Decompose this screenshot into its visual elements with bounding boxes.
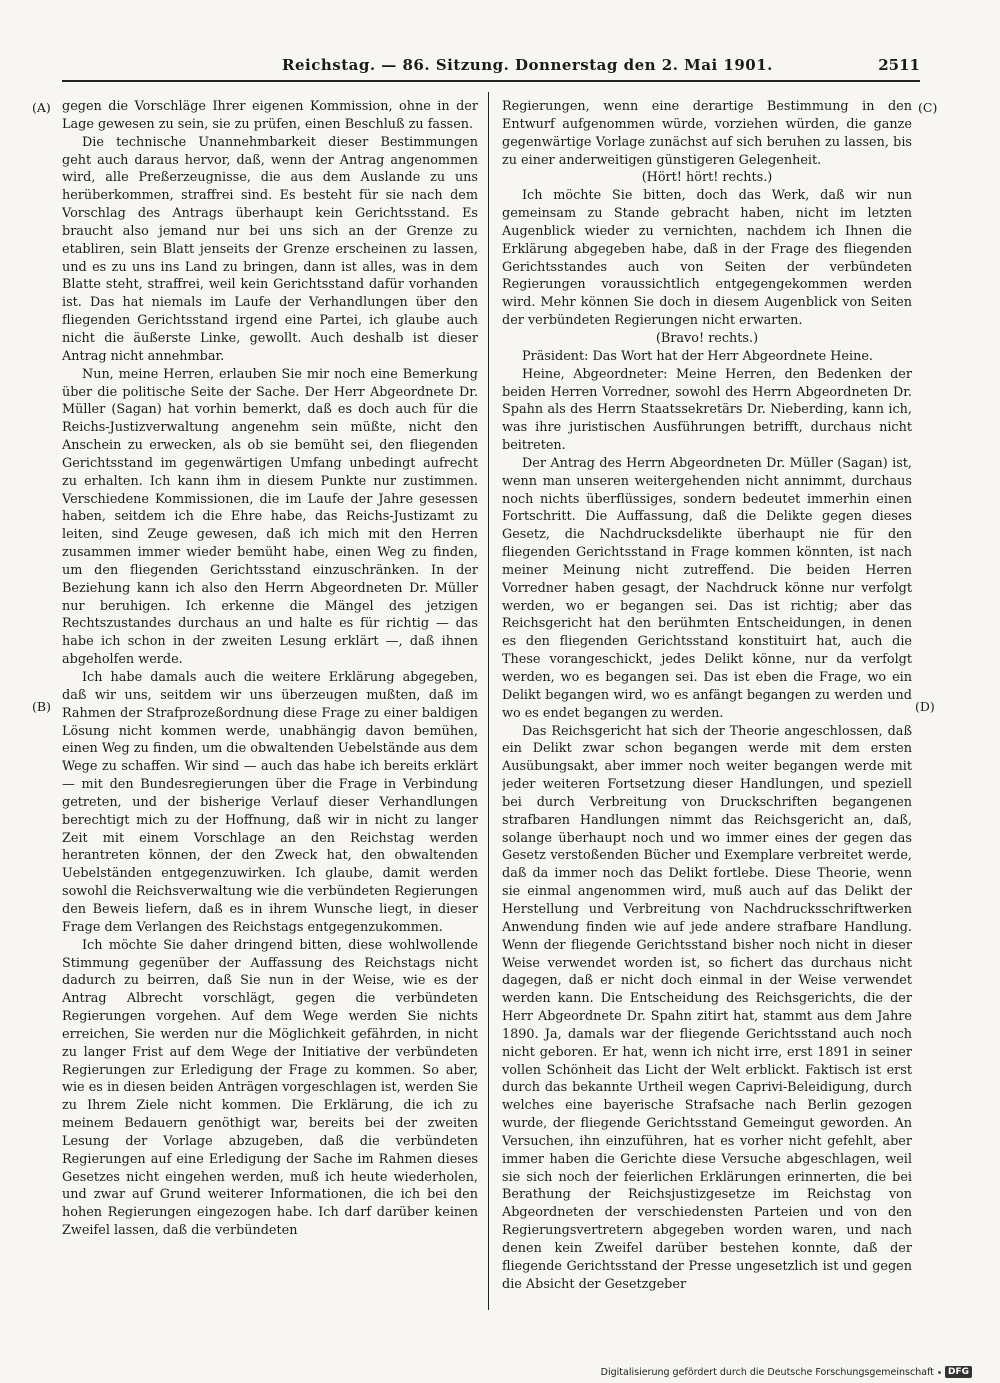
paragraph: Regierungen, wenn eine derartige Bestimmung in den Entwurf aufgenommen würde, vorziehen würden, die ganze gegenwärtige Vorlage zunächst auf sich beruhen zu lassen, bis zu einer anderweitigen günstigeren Gelegenheit. [502, 99, 912, 168]
paragraph: Ich habe damals auch die weitere Erklärung abgegeben, daß wir uns, seitdem wir uns überzeugen mußten, daß im Rahmen der Strafprozeßordnung diese Frage zu einer baldigen Lösung nicht kommen werde, unabhängig davon bemühen, einen Weg zu finden, um die obwaltenden Uebelstände aus dem Wege zu schaffen. Wir sind — auch das habe ich bereits erklärt — mit den Bundesregierungen über die Frage in Verbindung getreten, und der bisherige Verlauf dieser Verhandlungen berechtigt mich zu der Hoffnung, daß wir in nicht zu langer Zeit mit einem Vorschlage an den Reichstag werden herantreten können, der den Zweck hat, den obwaltenden Uebelständen entgegenzuwirken. Ich glaube, damit werden sowohl die Reichsverwaltung wie die verbündeten Regierungen den Beweis liefern, daß es in ihrem Wunsche liegt, in dieser Frage dem Verlangen des Reichstags entgegenzukommen. [62, 670, 478, 935]
interjection: (Bravo! rechts.) [655, 330, 759, 346]
speaker-paragraph: Präsident: Das Wort hat der Herr Abgeordnete Heine. [522, 348, 873, 364]
paragraph: Das Reichsgericht hat sich der Theorie angeschlossen, daß ein Delikt zwar schon begangen werde mit dem ersten Ausübungsakt, aber immer noch weiter begangen werde mit jeder weiteren Fortsetzung dieser Handlungen, und speziell bei durch Verbreitung von Druckschriften begangenen strafbaren Handlungen nimmt das Reichsgericht an, daß, solange überhaupt noch und wo immer eines der gegen das Gesetz verstoßenden Bücher und Exemplare verbreitet werde, daß da immer noch das Delikt fortlebe. Diese Theorie, wenn sie einmal angenommen wird, muß auch auf das Delikt der Herstellung und Verbreitung von Nachdrucksschriftwerken Anwendung finden wie auf jede andere strafbare Handlung. Wenn der fliegende Gerichtsstand bisher noch nicht in dieser Weise verwendet worden ist, so fichert das durchaus nicht dagegen, daß er nicht doch einmal in der Weise verwendet werden kann. Die Entscheidung des Reichsgerichts, die der Herr Abgeordnete Dr. Spahn zitirt hat, stammt aus dem Jahre 1890. Ja, damals war der fliegende Gerichtsstand auch noch nicht geboren. Er hat, wenn ich nicht irre, erst 1891 in seiner vollen Schönheit das Licht der Welt erblickt. Faktisch ist erst durch das bekannte Urtheil wegen Caprivi-Beleidigung, durch welches eine bayerische Strafsache nach Berlin gezogen wurde, der fliegende Gerichtsstand Gemeingut geworden. An Versuchen, ihn einzuführen, hat es vorher nicht gefehlt, aber immer haben die Gerichte diese Versuche abgeschlagen, weil sie sich noch der feierlichen Erklärungen erinnerten, die bei Berathung der Reichsjustizgesetze im Reichstag von Abgeordneten der verschiedensten Parteien und von den Regierungsvertretern abgegeben worden waren, und nach denen kein Zweifel darüber bestehen konnte, daß der fliegende Gerichtsstand der Presse ungesetzlich ist und gegen die Absicht der Gesetzgeber [502, 723, 912, 1292]
dfg-logo: DFG [945, 1366, 972, 1378]
page-number: 2511 [878, 56, 920, 74]
paragraph: Der Antrag des Herrn Abgeordneten Dr. Müller (Sagan) ist, wenn man unseren weitergehenden nicht annimmt, durchaus noch nichts überflüssiges, sondern bedeutet immerhin einen Fortschritt. Die Auffassung, daß die Delikte gegen dieses Gesetz, die Nachdrucksdelikte überhaupt nie für den fliegenden Gerichtsstand in Frage kommen könnten, ist nach meiner Meinung nicht zutreffend. Die beiden Herren Vorredner haben gesagt, der Nachdruck könne nur verfolgt werden, wo er begangen sei. Das ist richtig; aber das Reichsgericht hat den berühmten Entscheidungen, in denen es den fliegenden Gerichtsstand konstituirt hat, auch die These vorangeschickt, jedes Delikt könne, nur da verfolgt werden, wo es begangen sei. Das ist eben die Frage, wo ein Delikt begangen wird, wo es anfängt begangen zu werden und wo es endet begangen zu werden. [502, 455, 912, 721]
margin-marker-c: (C) [918, 100, 938, 115]
paragraph: Ich möchte Sie bitten, doch das Werk, daß wir nun gemeinsam zu Stande gebracht haben, nicht im letzten Augenblick wieder zu vernichten, nachdem ich Ihnen die Erklärung abgegeben habe, daß in der Frage des fliegenden Gerichtsstandes auch von Seiten der verbündeten Regierungen voraussichtlich entgegengekommen werden wird. Mehr können Sie doch in diesem Augenblick von Seiten der verbündeten Regierungen nicht erwarten. [502, 188, 912, 329]
digitization-credit [601, 1365, 972, 1379]
speaker-paragraph: Heine, Abgeordneter: Meine Herren, den Bedenken der beiden Herren Vorredner, sowohl des Herrn Abgeordneten Dr. Spahn als des Herrn Staatssekretärs Dr. Nieberding, kann ich, was ihre juristischen Ausführungen betrifft, durchaus nicht beitreten. [502, 366, 912, 454]
header-rule [62, 80, 920, 82]
credit-text: Digitalisierung gefördert durch die Deutsche Forschungsgemeinschaft [600, 1366, 934, 1378]
right-column [502, 98, 912, 1308]
interjection: (Hört! hört! rechts.) [641, 170, 773, 186]
paragraph: gegen die Vorschläge Ihrer eigenen Kommission, ohne in der Lage gewesen zu sein, sie zu prüfen, einen Beschluß zu fassen. [62, 99, 478, 132]
running-head: Reichstag. — 86. Sitzung. Donnerstag den 2. Mai 1901. [282, 56, 773, 74]
margin-marker-b: (B) [32, 699, 51, 714]
page-header [62, 52, 920, 78]
left-column [62, 98, 478, 1308]
paragraph: Nun, meine Herren, erlauben Sie mir noch eine Bemerkung über die politische Seite der Sache. Der Herr Abgeordnete Dr. Müller (Sagan) hat vorhin bemerkt, daß es doch auch für die Reichs-Justizverwaltung angenehm sein müßte, nicht den Anschein zu erwecken, als ob sie bemüht sei, den fliegenden Gerichtsstand im gegenwärtigen Umfang unbedingt aufrecht zu erhalten. Ich kann ihm in diesem Punkte nur zustimmen. Verschiedene Kommissionen, die im Laufe der Jahre gesessen haben, seitdem ich die Ehre habe, das Reichs-Justizamt zu leiten, sind Zeuge gewesen, daß ich mich mit den Herren zusammen immer wieder bemüht habe, einen Weg zu finden, um den fliegenden Gerichtsstand einzuschränken. In der Beziehung kann ich also den Herrn Abgeordneten Dr. Müller nur beruhigen. Ich erkenne die Mängel des jetzigen Rechtszustandes durchaus an und halte es für richtig — das habe ich schon in der zweiten Lesung erklärt —, daß ihnen abgeholfen werde. [62, 366, 478, 668]
paragraph: Ich möchte Sie daher dringend bitten, diese wohlwollende Stimmung gegenüber der Auffassung des Reichstags nicht dadurch zu beirren, daß Sie nun in der Weise, wie es der Antrag Albrecht vorschlägt, gegen die verbündeten Regierungen vorgehen. Auf dem Wege werden Sie nichts erreichen, Sie werden nur die Möglichkeit gefährden, in nicht zu langer Frist auf dem Wege der Initiative der verbündeten Regierungen zur Erledigung der Frage zu kommen. So aber, wie es in diesen beiden Anträgen vorgeschlagen ist, werden Sie zu Ihrem Ziele nicht kommen. Die Erklärung, die ich zu meinem Bedauern genöthigt war, bereits bei der zweiten Lesung der Vorlage abzugeben, daß die verbündeten Regierungen auf eine Erledigung der Sache im Rahmen dieses Gesetzes nicht eingehen werden, muß ich heute wiederholen, und zwar auf Grund weiterer Informationen, die ich bei den hohen Regierungen eingezogen habe. Ich darf darüber keinen Zweifel lassen, daß die verbündeten [62, 937, 478, 1239]
separator-dot [938, 1371, 941, 1374]
margin-marker-d: (D) [915, 699, 935, 714]
column-divider [488, 92, 489, 1310]
margin-marker-a: (A) [32, 100, 51, 115]
paragraph: Die technische Unannehmbarkeit dieser Bestimmungen geht auch daraus hervor, daß, wenn der Antrag angenommen wird, alle Preßerzeugnisse, die aus dem Auslande zu uns herüberkommen, straffrei sind. Es besteht für sie nach dem Vorschlag des Antrags überhaupt kein Gerichtsstand. Es braucht also jemand nur bei uns sich an der Grenze zu etabliren, sein Blatt jenseits der Grenze erscheinen zu lassen, und es zu uns ins Land zu bringen, dann ist alles, was in dem Blatte steht, straffrei, weil kein Gerichtsstand dafür vorhanden ist. Das hat niemals im Laufe der Verhandlungen über den fliegenden Gerichtsstand irgend eine Partei, ich glaube auch nicht die äußerste Linke, gewollt. Auch deshalb ist dieser Antrag nicht annehmbar. [62, 134, 478, 364]
